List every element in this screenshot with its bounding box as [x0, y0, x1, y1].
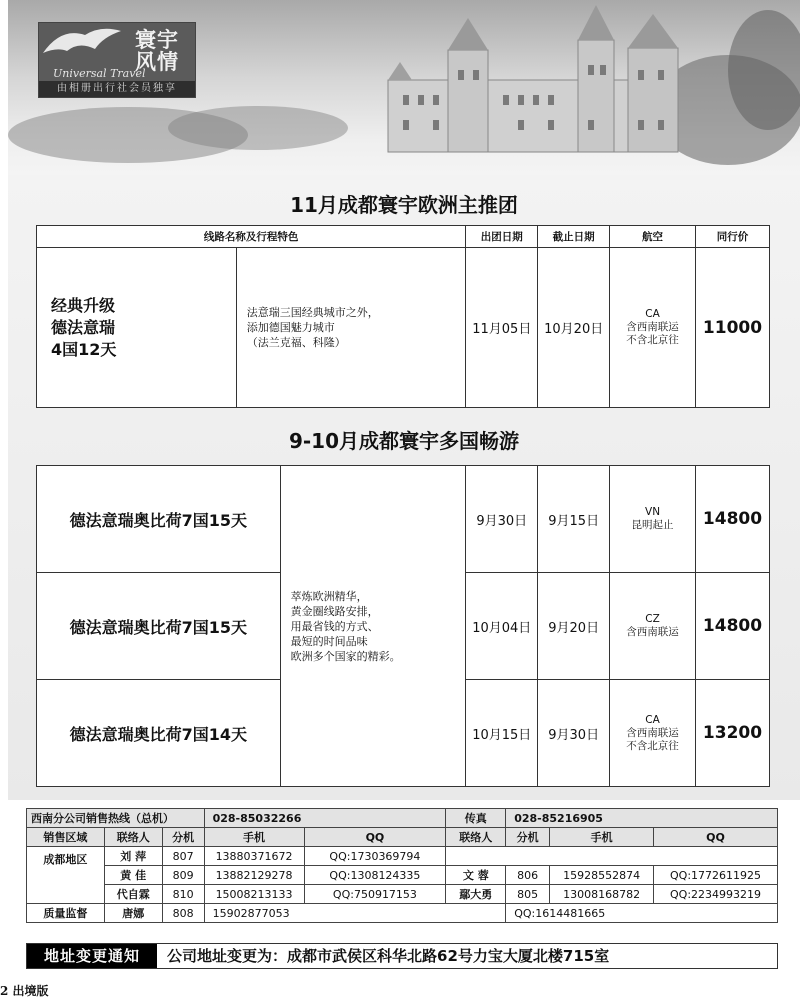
logo-chinese-name: 寰宇风情 [135, 28, 179, 74]
contact-name: 唐娜 [104, 904, 162, 923]
col-qq: QQ [304, 828, 446, 847]
deadline-date: 10月20日 [538, 248, 610, 408]
contact-row [27, 885, 778, 904]
contact-table [26, 808, 778, 923]
contact-name: 刘 萍 [104, 847, 162, 866]
feature-line: 欧洲多个国家的精彩。 [290, 649, 401, 663]
depart-date: 10月04日 [466, 573, 538, 680]
contact-mobile: 15008213133 [204, 885, 304, 904]
page-footer: 2 出境版 [0, 984, 49, 998]
price: 14800 [695, 466, 769, 573]
contact-ext: 809 [162, 866, 204, 885]
contact-qq: QQ:2234993219 [654, 885, 778, 904]
airline-line: 昆明起止 [631, 519, 674, 531]
table-header-row [37, 226, 770, 248]
col-mobile: 手机 [204, 828, 304, 847]
contact-mobile: 15928552874 [550, 866, 654, 885]
contact-row [27, 866, 778, 885]
airline-line: 含西南联运 [626, 726, 679, 739]
depart-date: 11月05日 [466, 248, 538, 408]
contact-mobile: 13882129278 [204, 866, 304, 885]
airline-line: 含西南联运 [626, 626, 679, 638]
airline-line: 不含北京往 [626, 739, 679, 752]
airline-info [610, 573, 696, 680]
section1-table [36, 225, 770, 408]
contact-name: 代自霖 [104, 885, 162, 904]
col-deadline: 截止日期 [538, 226, 610, 248]
price: 14800 [695, 573, 769, 680]
feature-line: 添加德国魅力城市 [246, 321, 335, 334]
hotline-number: 028-85032266 [204, 809, 446, 828]
contact-ext: 805 [506, 885, 550, 904]
contact-ext: 808 [162, 904, 204, 923]
qa-label: 质量监督 [27, 904, 105, 923]
route-name-line: 德法意瑞 [51, 317, 116, 337]
col-airline: 航空 [610, 226, 696, 248]
airline-info [610, 466, 696, 573]
airline-info [610, 248, 696, 408]
contact-qq: QQ:1614481665 [506, 904, 778, 923]
fax-label: 传真 [446, 809, 506, 828]
hotline-row [27, 809, 778, 828]
route-name: 德法意瑞奥比荷7国15天 [37, 573, 281, 680]
airline-line: CA [645, 308, 660, 320]
route-features [236, 248, 466, 408]
contact-qq: QQ:1308124335 [304, 866, 446, 885]
contact-qq: QQ:750917153 [304, 885, 446, 904]
route-features [280, 466, 466, 787]
col-contact: 联络人 [104, 828, 162, 847]
logo-bird-icon [39, 23, 125, 59]
contact-name: 鄢大勇 [446, 885, 506, 904]
route-name: 德法意瑞奥比荷7国15天 [37, 466, 281, 573]
feature-line: 法意瑞三国经典城市之外， [246, 306, 379, 319]
section2-title: 9-10月成都寰宇多国畅游 [288, 429, 520, 453]
col-region: 销售区域 [27, 828, 105, 847]
section2-table [36, 465, 770, 787]
contact-mobile: 15902877053 [204, 904, 506, 923]
brand-logo [38, 22, 196, 98]
logo-english-name: Universal Travel [53, 67, 146, 80]
tour-panel [8, 175, 800, 800]
route-name-line: 4国12天 [51, 339, 117, 359]
logo-tagline: 由相册出行社会员独享 [39, 81, 195, 97]
qa-row [27, 904, 778, 923]
airline-line: 含西南联运 [626, 321, 679, 333]
address-notice-text: 公司地址变更为：成都市武侯区科华北路62号力宝大厦北楼715室 [167, 947, 610, 965]
contact-ext: 810 [162, 885, 204, 904]
airline-line: VN [645, 506, 661, 518]
col-route: 线路名称及行程特色 [37, 226, 466, 248]
contact-qq: QQ:1772611925 [654, 866, 778, 885]
col-qq: QQ [654, 828, 778, 847]
header-banner [8, 0, 800, 175]
hotline-label: 西南分公司销售热线（总机） [27, 809, 205, 828]
route-name: 德法意瑞奥比荷7国14天 [37, 680, 281, 787]
col-ext: 分机 [162, 828, 204, 847]
contact-header-row [27, 828, 778, 847]
region-name: 成都地区 [27, 847, 105, 904]
price: 13200 [695, 680, 769, 787]
deadline-date: 9月15日 [538, 466, 610, 573]
contact-mobile: 13008168782 [550, 885, 654, 904]
address-notice-tag: 地址变更通知 [27, 944, 157, 968]
feature-line: 萃炼欧洲精华， [290, 589, 368, 603]
contact-name: 文 蓉 [446, 866, 506, 885]
airline-info [610, 680, 696, 787]
airline-line: CA [645, 713, 660, 726]
route-name [37, 248, 237, 408]
route-name-line: 经典升级 [51, 295, 116, 315]
address-notice [26, 943, 778, 969]
feature-line: 用最省钱的方式、 [290, 619, 379, 633]
contact-ext: 807 [162, 847, 204, 866]
airline-line: 不含北京往 [626, 334, 679, 346]
table-row [37, 248, 770, 408]
col-ext: 分机 [506, 828, 550, 847]
airline-line: CZ [645, 613, 660, 625]
contact-name: 黄 佳 [104, 866, 162, 885]
price: 11000 [695, 248, 769, 408]
feature-line: 最短的时间品味 [290, 634, 368, 648]
depart-date: 9月30日 [466, 466, 538, 573]
section1-title: 11月成都寰宇欧洲主推团 [290, 193, 518, 217]
deadline-date: 9月30日 [538, 680, 610, 787]
fax-number: 028-85216905 [506, 809, 778, 828]
table-row [37, 466, 770, 573]
col-depart: 出团日期 [466, 226, 538, 248]
contact-row [27, 847, 778, 866]
contact-ext: 806 [506, 866, 550, 885]
col-mobile: 手机 [550, 828, 654, 847]
depart-date: 10月15日 [466, 680, 538, 787]
feature-line: （法兰克福、科隆） [246, 336, 346, 349]
contact-mobile: 13880371672 [204, 847, 304, 866]
feature-line: 黄金圈线路安排， [290, 604, 379, 618]
contact-qq: QQ:1730369794 [304, 847, 446, 866]
deadline-date: 9月20日 [538, 573, 610, 680]
col-price: 同行价 [695, 226, 769, 248]
empty-cell [446, 847, 778, 866]
col-contact: 联络人 [446, 828, 506, 847]
